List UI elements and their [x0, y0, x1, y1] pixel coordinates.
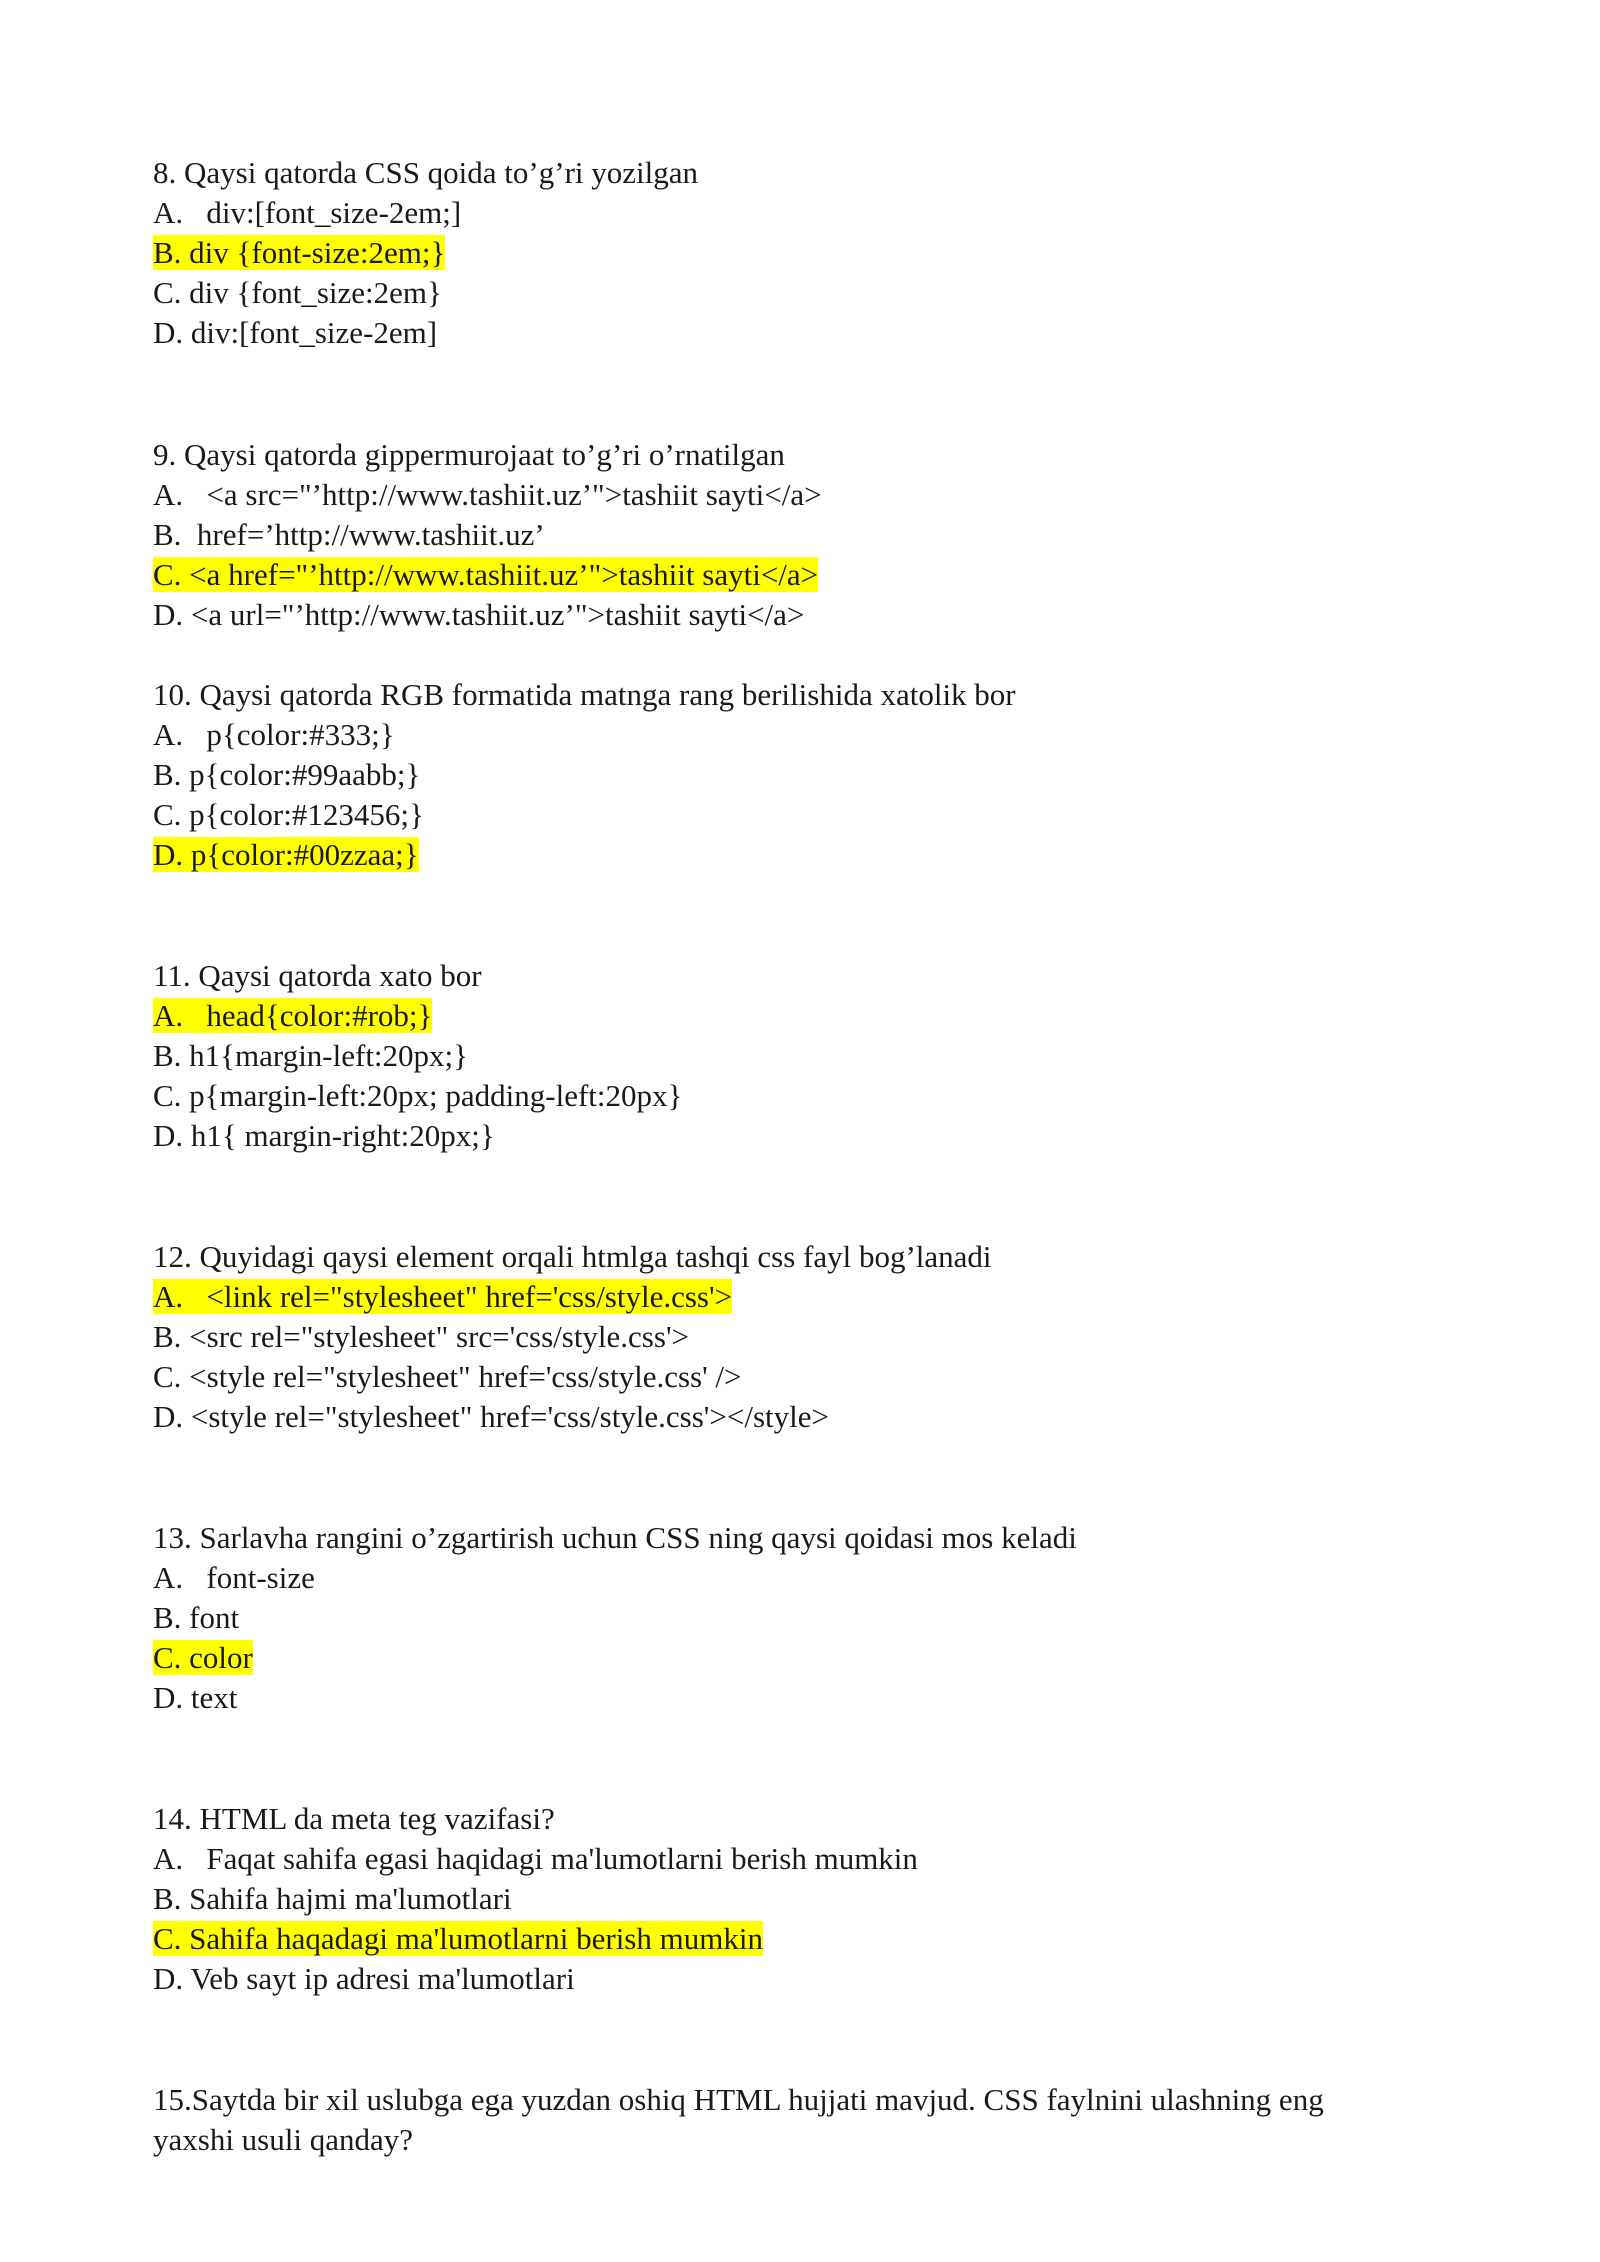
answer-option: A. p{color:#333;}	[153, 717, 395, 752]
answer-option: B. href=’http://www.tashiit.uz’	[153, 517, 545, 552]
highlighted-answer-option: A. <link rel="stylesheet" href='css/style.css'>	[153, 1279, 733, 1314]
question-text: 12. Quyidagi qaysi element orqali htmlga tashqi css fayl bog’lanadi	[153, 1239, 992, 1274]
highlighted-answer-option: C. Sahifa haqadagi ma'lumotlarni berish mumkin	[153, 1921, 763, 1956]
question-text: 9. Qaysi qatorda gippermurojaat to’g’ri o’rnatilgan	[153, 437, 785, 472]
highlighted-answer-option: B. div {font-size:2em;}	[153, 235, 446, 270]
question-text: 14. HTML da meta teg vazifasi?	[153, 1801, 555, 1836]
answer-option: D. <style rel="stylesheet" href='css/style.css'></style>	[153, 1399, 830, 1434]
question-text: 13. Sarlavha rangini o’zgartirish uchun CSS ning qaysi qoidasi mos keladi	[153, 1520, 1077, 1555]
question-text: 15.Saytda bir xil uslubga ega yuzdan oshiq HTML hujjati mavjud. CSS faylnini ulashning eng	[153, 2082, 1324, 2117]
answer-option: A. Faqat sahifa egasi haqidagi ma'lumotlarni berish mumkin	[153, 1841, 918, 1876]
answer-option: A. div:[font_size-2em;]	[153, 195, 462, 230]
highlighted-answer-option: C. <a href="’http://www.tashiit.uz’">tashiit sayti</a>	[153, 557, 819, 592]
answer-option: D. div:[font_size-2em]	[153, 315, 438, 350]
answer-option: A. font-size	[153, 1560, 315, 1595]
answer-option: C. div {font_size:2em}	[153, 275, 442, 310]
answer-option: C. p{margin-left:20px; padding-left:20px}	[153, 1078, 683, 1113]
answer-option: D. <a url="’http://www.tashiit.uz’">tashiit sayti</a>	[153, 597, 805, 632]
question-text: 10. Qaysi qatorda RGB formatida matnga rang berilishida xatolik bor	[153, 677, 1016, 712]
question-text: 8. Qaysi qatorda CSS qoida to’g’ri yozilgan	[153, 155, 698, 190]
answer-option: A. <a src="’http://www.tashiit.uz’">tashiit sayti</a>	[153, 477, 822, 512]
answer-option: B. <src rel="stylesheet" src='css/style.css'>	[153, 1319, 690, 1354]
answer-option: D. Veb sayt ip adresi ma'lumotlari	[153, 1961, 575, 1996]
answer-option: B. p{color:#99aabb;}	[153, 757, 421, 792]
question-text: 11. Qaysi qatorda xato bor	[153, 958, 482, 993]
answer-option: D. h1{ margin-right:20px;}	[153, 1118, 495, 1153]
answer-option: C. p{color:#123456;}	[153, 797, 424, 832]
highlighted-answer-option: C. color	[153, 1640, 253, 1675]
answer-option: B. h1{margin-left:20px;}	[153, 1038, 469, 1073]
answer-option: B. font	[153, 1600, 240, 1635]
answer-option: B. Sahifa hajmi ma'lumotlari	[153, 1881, 512, 1916]
question-text-continuation: yaxshi usuli qanday?	[153, 2122, 414, 2157]
highlighted-answer-option: D. p{color:#00zzaa;}	[153, 837, 419, 872]
answer-option: C. <style rel="stylesheet" href='css/style.css' />	[153, 1359, 742, 1394]
answer-option: D. text	[153, 1680, 238, 1715]
highlighted-answer-option: A. head{color:#rob;}	[153, 998, 433, 1033]
